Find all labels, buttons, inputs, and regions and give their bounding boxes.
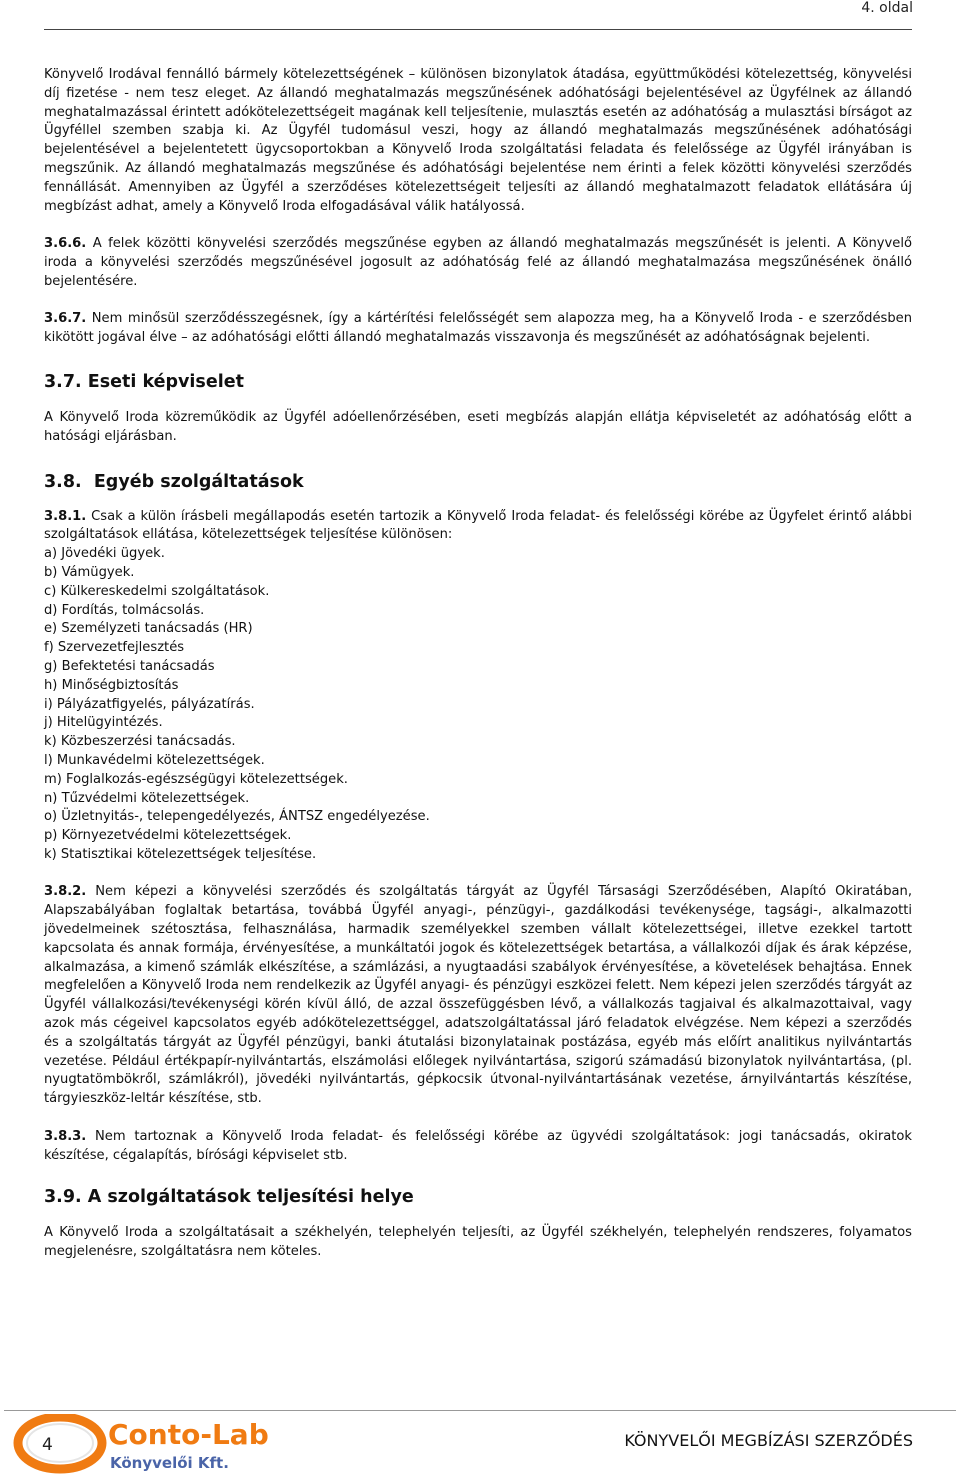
heading-3-8 <box>44 470 912 494</box>
heading-title: Egyéb szolgáltatások <box>93 471 304 492</box>
list-item: j) Hitelügyintézés. <box>44 715 163 731</box>
paragraph-text: Nem képezi a könyvelési szerződés és szolgáltatás tárgyát az Ügyfél Társasági Szerződésében, Alapító Okiratában, Alapszabályában foglaltak betartása, továbbá Ügyfél anyagi-, pénzügyi-, gazdálkodási tevékenysége, tagsági-, alkalmazotti jövedelmeinek szétosztása, felhasználása, harmadik személyekkel szemben vállalt kötelezettségei, illetve ezekkel tartott kapcsolata és annak formája, érvényesítése, a munkáltatói jogok és kötelezettségek betartása, a vállalkozói díjak és árak képzése, alkalmazása, a kimenő számlák elkészítése, a számlázási, a nyugtaadási szabályok érvényesítése, a követelések behajtása. Ennek megfelelően a Könyvelő Iroda nem rendelkezik az Ügyfél anyagi- és pénzügyi eszközei felett. Nem képezi jelen szerződés tárgyát az Ügyfél vállalkozási/tevékenységi körén kívül álló, de azzal összefüggésben lévő, a vállalkozás tagjaival és alkalmazottaival, vagy azok más cégeivel kapcsolatos egyéb adókötelezettséggel, adatszolgáltatással járó feladatok elvégzése. Nem képezi a szerződés és a szolgáltatás tárgyát az Ügyfél pénzügyi, banki átutalási bizonylatainak postázása, egyéb más előírt analitikus nyilvántartás vezetése. Például értékpapír-nyilvántartás, elszámolási előlegek nyilvántartása, szigorú számadású bizonylatok nyilvántartása, (pl. nyugtatömbökről, számlákról), jövedéki nyilvántartás, gépkocsik útvonal-nyilvántartásának vezetése, árnyilvántartás készítése, tárgyieszköz-leltár készítése, stb. <box>44 884 912 1107</box>
list-item: p) Környezetvédelmi kötelezettségek. <box>44 828 292 844</box>
paragraph-text: Csak a külön írásbeli megállapodás esetén tartozik a Könyvelő Iroda feladat- és felelősségi körébe az Ügyfelet érintő alábbi szolgáltatások ellátása, kötelezettségek teljesítése különösen: <box>44 508 912 543</box>
paragraph-3-8-1 <box>44 508 912 546</box>
heading-title: A szolgáltatások teljesítési helye <box>87 1187 414 1208</box>
section-number: 3.8.1. <box>44 508 87 524</box>
heading-number: 3.8. <box>44 471 82 492</box>
paragraph-3-6-7 <box>44 310 912 348</box>
heading-number: 3.9. <box>44 1187 82 1208</box>
paragraph-text: A felek közötti könyvelési szerződés megszűnése egyben az állandó meghatalmazás megszűnését is jelenti. A Könyvelő iroda a könyvelési szerződés megszűnésével jogosult az adóhatóság felé az állandó meghatalmazása megszűnésének önálló bejelentésére. <box>44 236 912 289</box>
section-number: 3.8.2. <box>44 884 87 900</box>
document-body <box>44 66 912 1262</box>
list-item: k) Közbeszerzési tanácsadás. <box>44 734 236 750</box>
list-item: h) Minőségbiztosítás <box>44 677 179 693</box>
footer-page-number: 4 <box>42 1435 53 1455</box>
paragraph-continuation: Könyvelő Irodával fennálló bármely kötelezettségének – különösen bizonylatok átadása, együttműködési kötelezettség, könyvelési díj fizetése - nem tesz eleget. Az állandó meghatalmazás megszűnésének adóhatósági bejelentésével az Ügyfélnek az állandó meghatalmazással érintett adókötelezettségeit magának kell teljesítenie, mulasztás esetén az adóhatóság a mulasztási bírságot az Ügyféllel szemben szabja ki. Az Ügyfél tudomásul veszi, hogy az állandó meghatalmazás megszűnésének adóhatósági bejelentésével a bejelentetett ügycsoportokban a Könyvelő Iroda szolgáltatási feladata és felelőssége az Ügyfél irányában is megszűnik. Az állandó meghatalmazás megszűnése és adóhatósági bejelentése nem érinti a felek közötti könyvelési szerződés fennállását. Amennyiben az Ügyfél a szerződéses kötelezettségeit teljesíti az állandó meghatalmazott feladatok ellátására új megbízást adhat, amely a Könyvelő Iroda elfogadásával válik hatályossá. <box>44 67 912 214</box>
paragraph-3-7: A Könyvelő Iroda közreműködik az Ügyfél adóellenőrzésében, eseti megbízás alapján ellátja képviseletét az adóhatóság előtt a hatósági eljárásban. <box>44 409 912 444</box>
header-rule <box>44 29 912 30</box>
section-number: 3.8.3. <box>44 1128 87 1144</box>
heading-3-7 <box>44 370 912 394</box>
paragraph-3-8-3 <box>44 1128 912 1166</box>
logo-name: Conto-Lab <box>108 1418 269 1451</box>
heading-number: 3.7. <box>44 371 82 392</box>
logo-swoosh-inner <box>27 1424 93 1462</box>
list-item: d) Fordítás, tolmácsolás. <box>44 602 205 618</box>
logo-subtitle: Könyvelői Kft. <box>110 1454 229 1472</box>
section-number: 3.6.6. <box>44 236 87 252</box>
services-list <box>44 545 912 865</box>
section-number: 3.6.7. <box>44 311 87 327</box>
conto-lab-logo <box>10 1414 300 1476</box>
page-label: 4. oldal <box>861 0 913 16</box>
paragraph-3-8-2 <box>44 883 912 1109</box>
paragraph-3-9: A Könyvelő Iroda a szolgáltatásait a székhelyén, telephelyén teljesíti, az Ügyfél székhelyén, telephelyén rendszeres, folyamatos megjelenésre, szolgáltatásra nem köteles. <box>44 1225 912 1260</box>
list-item: f) Szervezetfejlesztés <box>44 640 185 656</box>
list-item: o) Üzletnyitás-, telepengedélyezés, ÁNTSZ engedélyezése. <box>44 809 430 825</box>
heading-3-9 <box>44 1185 912 1209</box>
list-item: n) Tűzvédelmi kötelezettségek. <box>44 790 250 806</box>
list-item: a) Jövedéki ügyek. <box>44 546 165 562</box>
list-item: b) Vámügyek. <box>44 564 135 580</box>
document-title: KÖNYVELŐI MEGBÍZÁSI SZERZŐDÉS <box>624 1431 913 1450</box>
list-item: l) Munkavédelmi kötelezettségek. <box>44 752 265 768</box>
list-item: m) Foglalkozás-egészségügyi kötelezettségek. <box>44 771 348 787</box>
list-item: e) Személyzeti tanácsadás (HR) <box>44 621 253 637</box>
paragraph-text: Nem minősül szerződésszegésnek, így a kártérítési felelősségét sem alapozza meg, ha a Könyvelő Iroda - e szerződésben kikötött jogával élve – az adóhatósági előtti állandó meghatalmazás visszavonja és megszűnését az adóhatóságnak bejelenti. <box>44 311 912 346</box>
list-item: k) Statisztikai kötelezettségek teljesítése. <box>44 846 317 862</box>
list-item: c) Külkereskedelmi szolgáltatások. <box>44 583 270 599</box>
heading-title: Eseti képviselet <box>87 371 244 392</box>
paragraph-3-6-6 <box>44 235 912 291</box>
footer-rule <box>4 1410 956 1411</box>
list-item: i) Pályázatfigyelés, pályázatírás. <box>44 696 255 712</box>
paragraph-text: Nem tartoznak a Könyvelő Iroda feladat- és felelősségi körébe az ügyvédi szolgáltatások: jogi tanácsadás, okiratok készítése, cégalapítás, bírósági képviselet stb. <box>44 1128 912 1163</box>
list-item: g) Befektetési tanácsadás <box>44 658 215 674</box>
